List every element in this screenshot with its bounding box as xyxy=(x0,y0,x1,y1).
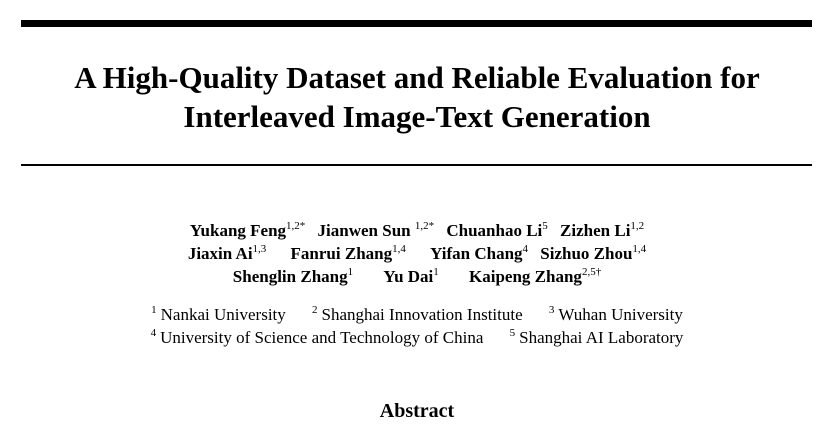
author-affiliation-marker: 2,5† xyxy=(581,266,602,278)
author-name: Chuanhao Li xyxy=(446,221,543,240)
affiliation-list xyxy=(0,303,834,349)
affiliation-line-2 xyxy=(0,326,834,349)
author-affiliation-marker: 4 xyxy=(522,243,529,255)
author-name: Jiaxin Ai xyxy=(187,244,253,263)
author xyxy=(560,219,644,242)
paper-title xyxy=(0,58,834,136)
abstract-heading: Abstract xyxy=(379,400,455,422)
author xyxy=(469,265,601,288)
author xyxy=(291,242,406,265)
author-line-2 xyxy=(0,242,834,265)
author-name: Shenglin Zhang xyxy=(232,267,348,286)
author-list xyxy=(0,219,834,288)
top-rule xyxy=(21,20,812,27)
bottom-rule xyxy=(21,164,812,166)
affiliation-name: University of Science and Technology of China xyxy=(160,328,484,347)
author-affiliation-marker: 1 xyxy=(347,266,354,278)
author-name: Yukang Feng xyxy=(189,221,287,240)
author-affiliation-marker: 1,4 xyxy=(392,243,406,255)
author-name: Fanrui Zhang xyxy=(290,244,393,263)
author xyxy=(383,265,438,288)
affiliation xyxy=(151,326,484,349)
author xyxy=(190,219,305,242)
author xyxy=(188,242,266,265)
author xyxy=(233,265,353,288)
title-line-2: Interleaved Image-Text Generation xyxy=(183,99,651,134)
author-name: Jianwen Sun xyxy=(317,221,411,240)
author-affiliation-marker: 1,2* xyxy=(286,220,306,232)
affiliation-number: 5 xyxy=(509,327,516,339)
affiliation-name: Nankai University xyxy=(160,305,286,324)
author-line-3 xyxy=(0,265,834,288)
affiliation xyxy=(510,326,684,349)
author-name: Kaipeng Zhang xyxy=(469,267,582,286)
author-name: Zizhen Li xyxy=(560,221,631,240)
affiliation xyxy=(549,303,683,326)
affiliation-number: 2 xyxy=(312,304,318,316)
author-affiliation-marker: 1 xyxy=(433,266,439,278)
author xyxy=(318,219,435,242)
author-name: Yu Dai xyxy=(383,267,434,286)
author xyxy=(430,242,528,265)
author-line-1 xyxy=(0,219,834,242)
author-affiliation-marker: 5 xyxy=(542,220,548,232)
affiliation-number: 1 xyxy=(151,304,157,316)
author-affiliation-marker: 1,4 xyxy=(632,243,647,255)
affiliation xyxy=(151,303,286,326)
author-affiliation-marker: 1,2* xyxy=(414,220,435,232)
affiliation-number: 3 xyxy=(548,304,555,316)
affiliation-name: Shanghai Innovation Institute xyxy=(321,305,523,324)
affiliation-line-1 xyxy=(0,303,834,326)
author-name: Sizhuo Zhou xyxy=(540,244,633,263)
author-name: Yifan Chang xyxy=(430,244,523,263)
affiliation-name: Wuhan University xyxy=(558,305,683,324)
author-affiliation-marker: 1,2 xyxy=(630,220,645,232)
author-affiliation-marker: 1,3 xyxy=(252,243,267,255)
author xyxy=(540,242,646,265)
author xyxy=(446,219,547,242)
affiliation-number: 4 xyxy=(150,327,157,339)
affiliation xyxy=(312,303,523,326)
title-line-1: A High-Quality Dataset and Reliable Evaluation for xyxy=(74,60,760,95)
affiliation-name: Shanghai AI Laboratory xyxy=(519,328,684,347)
